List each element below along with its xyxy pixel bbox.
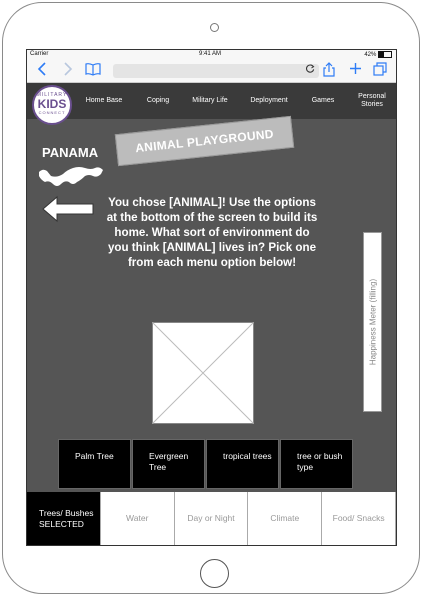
clock: 9:41 AM bbox=[199, 51, 222, 57]
category-tabbar bbox=[27, 492, 396, 545]
option-evergreen-tree[interactable]: Evergreen Tree bbox=[132, 439, 205, 489]
tabs-icon[interactable] bbox=[373, 62, 387, 80]
happiness-meter bbox=[363, 232, 382, 412]
happiness-meter-label: Happiness Meter (filling) bbox=[368, 278, 377, 366]
home-button[interactable] bbox=[200, 559, 229, 588]
logo-bottom-text: CONNECT bbox=[38, 110, 66, 115]
nav-home-base[interactable]: Home Base bbox=[85, 97, 123, 104]
chevron-right-icon[interactable] bbox=[63, 62, 73, 80]
chevron-left-icon[interactable] bbox=[37, 62, 47, 80]
tab-day-or-night[interactable]: Day or Night bbox=[175, 492, 249, 545]
status-bar bbox=[27, 50, 396, 60]
nav-deployment[interactable]: Deployment bbox=[250, 97, 288, 104]
carrier-label: Carrier bbox=[30, 51, 49, 57]
tab-trees-bushes[interactable]: Trees/ Bushes SELECTED bbox=[27, 492, 101, 545]
panama-map-icon bbox=[37, 162, 107, 192]
reload-icon[interactable] bbox=[306, 64, 315, 76]
habitat-options bbox=[58, 439, 354, 489]
site-nav bbox=[27, 83, 396, 119]
military-kids-connect-logo[interactable] bbox=[32, 85, 72, 125]
animal-habitat-image-placeholder bbox=[152, 322, 254, 424]
logo-top-text: MILITARY bbox=[36, 92, 68, 98]
plus-icon[interactable] bbox=[349, 62, 362, 79]
book-icon[interactable] bbox=[85, 62, 101, 80]
page-title-banner: ANIMAL PLAYGROUND bbox=[115, 116, 294, 166]
nav-games[interactable]: Games bbox=[311, 97, 335, 104]
nav-coping[interactable]: Coping bbox=[146, 97, 170, 104]
battery-icon bbox=[378, 51, 392, 58]
nav-military-life[interactable]: Military Life bbox=[192, 97, 228, 104]
tab-food-snacks[interactable]: Food/ Snacks bbox=[322, 492, 396, 545]
tab-water[interactable]: Water bbox=[101, 492, 175, 545]
url-bar[interactable] bbox=[113, 64, 319, 78]
tab-climate[interactable]: Climate bbox=[248, 492, 322, 545]
screen bbox=[26, 49, 397, 546]
battery-percent: 42% bbox=[364, 52, 377, 59]
logo-main-text: KIDS bbox=[37, 97, 67, 111]
camera bbox=[210, 23, 219, 32]
share-icon[interactable] bbox=[323, 62, 335, 81]
nav-personal-stories[interactable]: Personal Stories bbox=[358, 93, 386, 108]
browser-toolbar bbox=[27, 60, 396, 83]
option-tree-or-bush-type[interactable]: tree or bush type bbox=[280, 439, 353, 489]
option-tropical-trees[interactable]: tropical trees bbox=[206, 439, 279, 489]
option-palm-tree[interactable]: Palm Tree bbox=[58, 439, 131, 489]
instruction-text: You chose [ANIMAL]! Use the options at the bottom of the screen to build its home. What sort of environment do you think [ANIMAL] lives in? Pick one from each menu option below! bbox=[106, 196, 318, 269]
country-label: PANAMA bbox=[42, 145, 99, 160]
back-arrow-icon[interactable] bbox=[41, 195, 95, 223]
battery-indicator bbox=[364, 51, 392, 58]
